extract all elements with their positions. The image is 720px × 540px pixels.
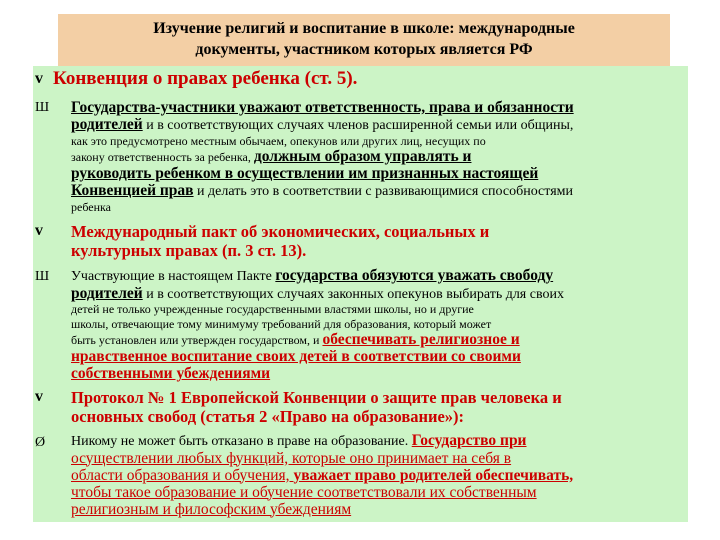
slide-header (58, 14, 670, 66)
s1-line-f-underlined: Конвенцией прав (71, 182, 194, 200)
s2-line-b-underlined: родителей (71, 284, 143, 302)
s1-line-a: Государства-участники уважают ответственность, права и обязанности (71, 99, 574, 116)
section2-paragraph (71, 267, 683, 382)
arrow-bullet-icon: Ø (35, 435, 46, 450)
section1-paragraph (71, 99, 683, 214)
s1-line-e: руководить ребенком в осуществлении им признанных настоящей (71, 165, 539, 183)
s2-line-f: нравственное воспитание своих детей в соответствии со своими (71, 348, 521, 366)
s1-line-d-underlined: должным образом управлять и (253, 148, 472, 166)
s2-line-a-underlined: государства обязуются уважать свободу (275, 267, 554, 284)
s2-line-g: собственными убеждениями (71, 365, 271, 383)
s2-line-a: Участвующие в настоящем Пакте (71, 269, 276, 284)
s1-line-d: закону ответственность за ребенка, (71, 150, 254, 165)
s1-line-g: ребенка (71, 199, 111, 214)
s1-line-b-underlined: родителей (71, 116, 143, 133)
s1-line-f: и делать это в соответствии с развивающимися способностями (193, 184, 573, 200)
header-line-1: Изучение религий и воспитание в школе: международные (153, 20, 575, 37)
bullet-icon: v (35, 70, 43, 87)
s3-line-e: религиозным и философским убеждениям (71, 500, 352, 518)
s1-line-b: и в соответствующих случаях членов расширенной семьи или общины, (142, 118, 574, 133)
section3-title (71, 388, 681, 426)
section2-title-line-2: культурных правах (п. 3 ст. 13). (71, 241, 307, 260)
header-line-2: документы, участником которых является РФ (195, 41, 533, 58)
s2-line-c: детей не только учрежденные государственными властями школы, но и другие (71, 302, 474, 317)
s3-line-a-red: Государство при (411, 432, 527, 449)
s2-line-e-red: обеспечивать религиозное и (322, 331, 520, 349)
content-panel (33, 66, 688, 522)
bullet-icon: v (35, 388, 43, 405)
section2-title-line-1: Международный пакт об экономических, социальных и (71, 222, 490, 241)
bullet-icon: v (35, 222, 43, 239)
s1-line-c: как это предусмотрено местным обычаем, опекунов или других лиц, несущих по (71, 133, 486, 148)
s2-line-e: быть установлен или утвержден государством, и (71, 333, 323, 348)
section1-title: Конвенция о правах ребенка (ст. 5). (53, 68, 358, 89)
s3-line-a: Никому не может быть отказано в праве на образование. (71, 434, 412, 449)
s3-line-d: чтобы такое образование и обучение соответствовали их собственным (71, 483, 537, 501)
s2-line-b: и в соответствующих случаях законных опекунов выбирать для своих (142, 286, 564, 302)
s3-line-b: осуществлении любых функций, которые оно принимает на себя в (71, 449, 512, 467)
s3-line-c-red: области образования и обучения, (71, 466, 294, 484)
s3-line-c-red-bold: уважает право родителей обеспечивать, (293, 466, 574, 484)
section3-paragraph (71, 432, 683, 518)
sub-bullet-icon: Ш (35, 269, 50, 284)
s2-line-d: школы, отвечающие тому минимуму требований для образования, который может (71, 316, 492, 331)
section2-title (71, 222, 681, 260)
section3-title-line-1: Протокол № 1 Европейской Конвенции о защите прав человека и (71, 388, 562, 407)
sub-bullet-icon: Ш (35, 100, 50, 115)
section3-title-line-2: основных свобод (статья 2 «Право на образование»): (71, 407, 465, 426)
